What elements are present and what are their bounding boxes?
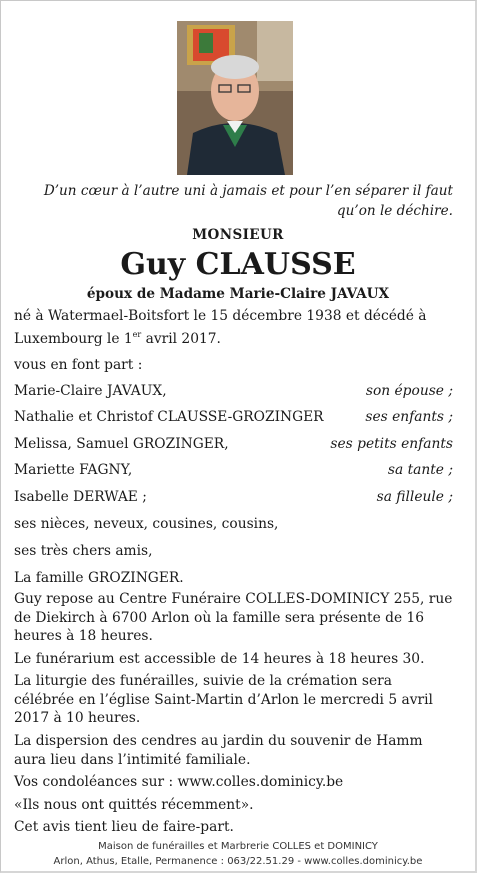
funeral-home-footer xyxy=(1,839,475,869)
spouse-line: époux de Madame Marie-Claire JAVAUX xyxy=(86,286,390,302)
family-relation: ses petits enfants xyxy=(330,436,453,452)
deceased-name: Guy CLAUSSE xyxy=(120,247,356,282)
footer-line-2: Arlon, Athus, Etalle, Permanence : 063/22.51.29 - www.colles.dominicy.be xyxy=(53,856,423,867)
family-member: Mariette FAGNY, xyxy=(14,462,133,478)
repose-paragraph: Guy repose au Centre Funéraire COLLES-DOMINICY 255, rue de Diekirch à 6700 Arlon où la famille sera présente de 16 heures à 18 heures. xyxy=(14,591,453,644)
portrait-photo xyxy=(177,21,293,175)
family-member: Marie-Claire JAVAUX, xyxy=(14,383,167,399)
family-member: Nathalie et Christof CLAUSSE-GROZINGER xyxy=(14,409,324,425)
birth-death-text: né à Watermael-Boitsfort le 15 décembre 1938 et décédé à Luxembourg le 1er avril 2017. xyxy=(14,308,427,347)
family-relation: sa filleule ; xyxy=(376,489,453,505)
visiting-hours: Le funérarium est accessible de 14 heures à 18 heures 30. xyxy=(14,651,425,667)
recently-line: «Ils nous ont quittés récemment». xyxy=(14,797,254,813)
family-member: Isabelle DERWAE ; xyxy=(14,489,147,505)
family-line: La famille GROZINGER. xyxy=(14,570,184,586)
extra-line: ses très chers amis, xyxy=(14,543,153,559)
closing-line: Cet avis tient lieu de faire-part. xyxy=(14,819,234,835)
intro-text: vous en font part : xyxy=(14,357,143,373)
family-member: Melissa, Samuel GROZINGER, xyxy=(14,436,229,452)
epitaph-quote: D’un cœur à l’autre uni à jamais et pour l’en séparer il faut qu’on le déchire. xyxy=(43,183,453,219)
honorific: MONSIEUR xyxy=(192,227,284,243)
family-relation: sa tante ; xyxy=(387,462,453,478)
condolences-line: Vos condoléances sur : www.colles.dominicy.be xyxy=(14,774,344,790)
ashes-paragraph: La dispersion des cendres au jardin du souvenir de Hamm aura lieu dans l’intimité familiale. xyxy=(14,733,423,768)
family-relation: son épouse ; xyxy=(365,383,453,399)
footer-line-1: Maison de funérailles et Marbrerie COLLES et DOMINICY xyxy=(98,841,378,852)
portrait-image xyxy=(177,21,293,175)
liturgy-paragraph: La liturgie des funérailles, suivie de la crémation sera célébrée en l’église Saint-Martin d’Arlon le mercredi 5 avril 2017 à 10 heures. xyxy=(14,673,433,726)
family-relation: ses enfants ; xyxy=(365,409,453,425)
extra-line: ses nièces, neveux, cousines, cousins, xyxy=(14,516,279,532)
